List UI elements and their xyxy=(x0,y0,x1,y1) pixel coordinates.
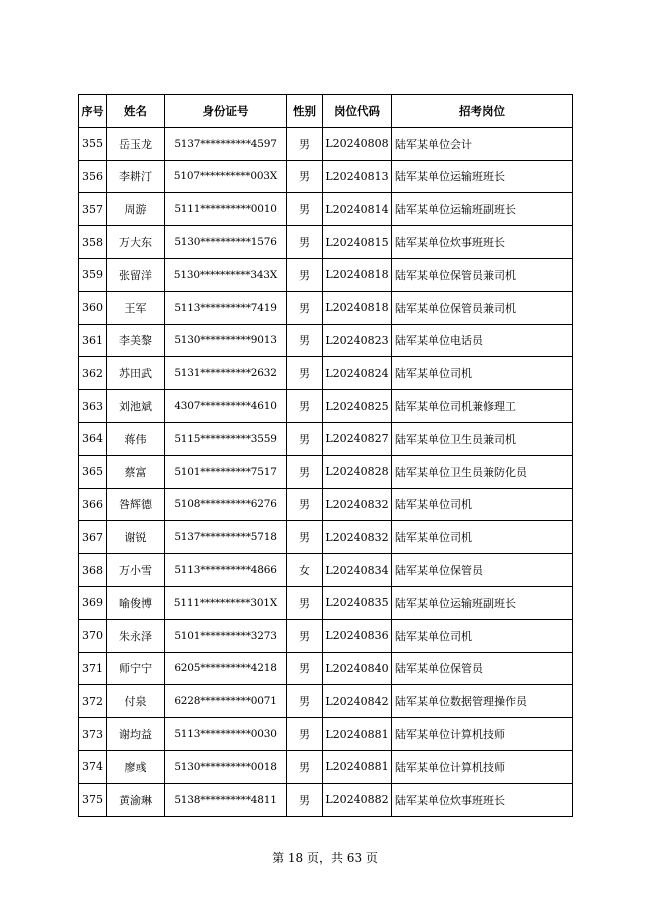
cell-name: 咎辉德 xyxy=(107,488,165,521)
cell-gender: 男 xyxy=(287,750,323,783)
cell-id-number: 5138**********4811 xyxy=(165,783,287,816)
cell-gender: 男 xyxy=(287,324,323,357)
cell-seq: 365 xyxy=(79,455,107,488)
table-row xyxy=(79,750,573,783)
header-row xyxy=(79,95,573,128)
cell-post-code: L20240815 xyxy=(323,226,392,259)
cell-gender: 男 xyxy=(287,488,323,521)
cell-post-title: 陆军某单位司机 xyxy=(392,619,573,652)
cell-seq: 374 xyxy=(79,750,107,783)
cell-post-title: 陆军某单位保管员兼司机 xyxy=(392,258,573,291)
cell-seq: 355 xyxy=(79,127,107,160)
cell-post-title: 陆军某单位卫生员兼防化员 xyxy=(392,455,573,488)
cell-seq: 362 xyxy=(79,357,107,390)
table-row xyxy=(79,226,573,259)
cell-id-number: 5131**********2632 xyxy=(165,357,287,390)
cell-post-code: L20240832 xyxy=(323,488,392,521)
cell-seq: 358 xyxy=(79,226,107,259)
table-row xyxy=(79,783,573,816)
cell-post-code: L20240808 xyxy=(323,127,392,160)
table-row xyxy=(79,718,573,751)
table-row xyxy=(79,652,573,685)
cell-name: 岳玉龙 xyxy=(107,127,165,160)
table-row xyxy=(79,193,573,226)
header-code: 岗位代码 xyxy=(323,95,392,128)
cell-post-title: 陆军某单位司机 xyxy=(392,357,573,390)
cell-seq: 368 xyxy=(79,554,107,587)
cell-post-title: 陆军某单位卫生员兼司机 xyxy=(392,422,573,455)
page-footer: 第 18 页，共 63 页 xyxy=(272,851,378,865)
cell-post-code: L20240823 xyxy=(323,324,392,357)
cell-post-code: L20240835 xyxy=(323,586,392,619)
cell-post-code: L20240881 xyxy=(323,718,392,751)
cell-gender: 男 xyxy=(287,619,323,652)
cell-name: 谢锐 xyxy=(107,521,165,554)
cell-post-code: L20240842 xyxy=(323,685,392,718)
cell-seq: 359 xyxy=(79,258,107,291)
cell-gender: 男 xyxy=(287,357,323,390)
cell-seq: 375 xyxy=(79,783,107,816)
cell-name: 李耕汀 xyxy=(107,160,165,193)
cell-post-title: 陆军某单位计算机技师 xyxy=(392,750,573,783)
cell-post-title: 陆军某单位数据管理操作员 xyxy=(392,685,573,718)
cell-name: 张留洋 xyxy=(107,258,165,291)
table-row xyxy=(79,685,573,718)
candidate-table xyxy=(78,94,573,817)
cell-post-code: L20240881 xyxy=(323,750,392,783)
cell-post-title: 陆军某单位炊事班班长 xyxy=(392,783,573,816)
table-row xyxy=(79,554,573,587)
cell-id-number: 5130**********343X xyxy=(165,258,287,291)
cell-id-number: 5113**********0030 xyxy=(165,718,287,751)
cell-post-title: 陆军某单位司机 xyxy=(392,521,573,554)
cell-gender: 男 xyxy=(287,586,323,619)
cell-id-number: 5113**********4866 xyxy=(165,554,287,587)
cell-post-code: L20240836 xyxy=(323,619,392,652)
cell-post-title: 陆军某单位司机兼修理工 xyxy=(392,390,573,423)
cell-id-number: 5111**********0010 xyxy=(165,193,287,226)
cell-post-title: 陆军某单位会计 xyxy=(392,127,573,160)
cell-seq: 371 xyxy=(79,652,107,685)
cell-gender: 男 xyxy=(287,226,323,259)
cell-id-number: 5115**********3559 xyxy=(165,422,287,455)
cell-name: 王军 xyxy=(107,291,165,324)
cell-post-title: 陆军某单位炊事班班长 xyxy=(392,226,573,259)
cell-gender: 男 xyxy=(287,127,323,160)
cell-seq: 361 xyxy=(79,324,107,357)
cell-post-code: L20240827 xyxy=(323,422,392,455)
table-row xyxy=(79,422,573,455)
cell-id-number: 5130**********0018 xyxy=(165,750,287,783)
cell-gender: 男 xyxy=(287,685,323,718)
cell-name: 黄渝琳 xyxy=(107,783,165,816)
cell-post-code: L20240834 xyxy=(323,554,392,587)
table-row xyxy=(79,455,573,488)
cell-post-title: 陆军某单位电话员 xyxy=(392,324,573,357)
table-row xyxy=(79,127,573,160)
header-id: 身份证号 xyxy=(165,95,287,128)
cell-post-code: L20240818 xyxy=(323,258,392,291)
cell-name: 周游 xyxy=(107,193,165,226)
cell-gender: 男 xyxy=(287,160,323,193)
cell-id-number: 5101**********3273 xyxy=(165,619,287,652)
cell-gender: 女 xyxy=(287,554,323,587)
header-gender: 性别 xyxy=(287,95,323,128)
cell-post-title: 陆军某单位运输班副班长 xyxy=(392,193,573,226)
cell-id-number: 5108**********6276 xyxy=(165,488,287,521)
table-row xyxy=(79,619,573,652)
cell-id-number: 5137**********5718 xyxy=(165,521,287,554)
table-row xyxy=(79,521,573,554)
cell-id-number: 5130**********9013 xyxy=(165,324,287,357)
cell-id-number: 6228**********0071 xyxy=(165,685,287,718)
table-row xyxy=(79,291,573,324)
cell-name: 谢均益 xyxy=(107,718,165,751)
cell-seq: 364 xyxy=(79,422,107,455)
table-row xyxy=(79,160,573,193)
cell-name: 李美黎 xyxy=(107,324,165,357)
cell-name: 付泉 xyxy=(107,685,165,718)
cell-post-code: L20240882 xyxy=(323,783,392,816)
cell-id-number: 5111**********301X xyxy=(165,586,287,619)
cell-post-code: L20240825 xyxy=(323,390,392,423)
cell-gender: 男 xyxy=(287,521,323,554)
cell-id-number: 5130**********1576 xyxy=(165,226,287,259)
cell-seq: 367 xyxy=(79,521,107,554)
header-post: 招考岗位 xyxy=(392,95,573,128)
cell-name: 朱永泽 xyxy=(107,619,165,652)
table-body xyxy=(79,127,573,816)
cell-post-title: 陆军某单位运输班副班长 xyxy=(392,586,573,619)
cell-seq: 372 xyxy=(79,685,107,718)
cell-gender: 男 xyxy=(287,390,323,423)
cell-name: 师宁宁 xyxy=(107,652,165,685)
table-row xyxy=(79,258,573,291)
table-row xyxy=(79,390,573,423)
table-row xyxy=(79,357,573,390)
header-name: 姓名 xyxy=(107,95,165,128)
cell-post-code: L20240813 xyxy=(323,160,392,193)
cell-post-title: 陆军某单位保管员 xyxy=(392,554,573,587)
cell-name: 刘池斌 xyxy=(107,390,165,423)
cell-post-code: L20240814 xyxy=(323,193,392,226)
cell-id-number: 5113**********7419 xyxy=(165,291,287,324)
cell-id-number: 5107**********003X xyxy=(165,160,287,193)
cell-gender: 男 xyxy=(287,291,323,324)
table-header xyxy=(79,95,573,128)
cell-gender: 男 xyxy=(287,783,323,816)
cell-post-title: 陆军某单位运输班班长 xyxy=(392,160,573,193)
cell-gender: 男 xyxy=(287,193,323,226)
cell-post-code: L20240840 xyxy=(323,652,392,685)
header-seq: 序号 xyxy=(79,95,107,128)
cell-gender: 男 xyxy=(287,258,323,291)
table-row xyxy=(79,586,573,619)
cell-post-title: 陆军某单位计算机技师 xyxy=(392,718,573,751)
cell-name: 喻俊博 xyxy=(107,586,165,619)
cell-name: 万小雪 xyxy=(107,554,165,587)
cell-gender: 男 xyxy=(287,455,323,488)
cell-name: 万大东 xyxy=(107,226,165,259)
cell-name: 蒋伟 xyxy=(107,422,165,455)
cell-seq: 360 xyxy=(79,291,107,324)
cell-post-code: L20240832 xyxy=(323,521,392,554)
cell-id-number: 6205**********4218 xyxy=(165,652,287,685)
cell-post-title: 陆军某单位司机 xyxy=(392,488,573,521)
cell-id-number: 5101**********7517 xyxy=(165,455,287,488)
cell-gender: 男 xyxy=(287,422,323,455)
cell-id-number: 5137**********4597 xyxy=(165,127,287,160)
cell-post-code: L20240824 xyxy=(323,357,392,390)
cell-seq: 369 xyxy=(79,586,107,619)
cell-seq: 370 xyxy=(79,619,107,652)
cell-seq: 356 xyxy=(79,160,107,193)
cell-name: 蔡富 xyxy=(107,455,165,488)
table-row xyxy=(79,324,573,357)
cell-gender: 男 xyxy=(287,652,323,685)
cell-seq: 363 xyxy=(79,390,107,423)
cell-gender: 男 xyxy=(287,718,323,751)
table-row xyxy=(79,488,573,521)
cell-post-title: 陆军某单位保管员兼司机 xyxy=(392,291,573,324)
cell-post-code: L20240828 xyxy=(323,455,392,488)
cell-seq: 366 xyxy=(79,488,107,521)
cell-post-title: 陆军某单位保管员 xyxy=(392,652,573,685)
cell-name: 苏田武 xyxy=(107,357,165,390)
cell-id-number: 4307**********4610 xyxy=(165,390,287,423)
cell-seq: 357 xyxy=(79,193,107,226)
cell-name: 廖彧 xyxy=(107,750,165,783)
cell-post-code: L20240818 xyxy=(323,291,392,324)
cell-seq: 373 xyxy=(79,718,107,751)
